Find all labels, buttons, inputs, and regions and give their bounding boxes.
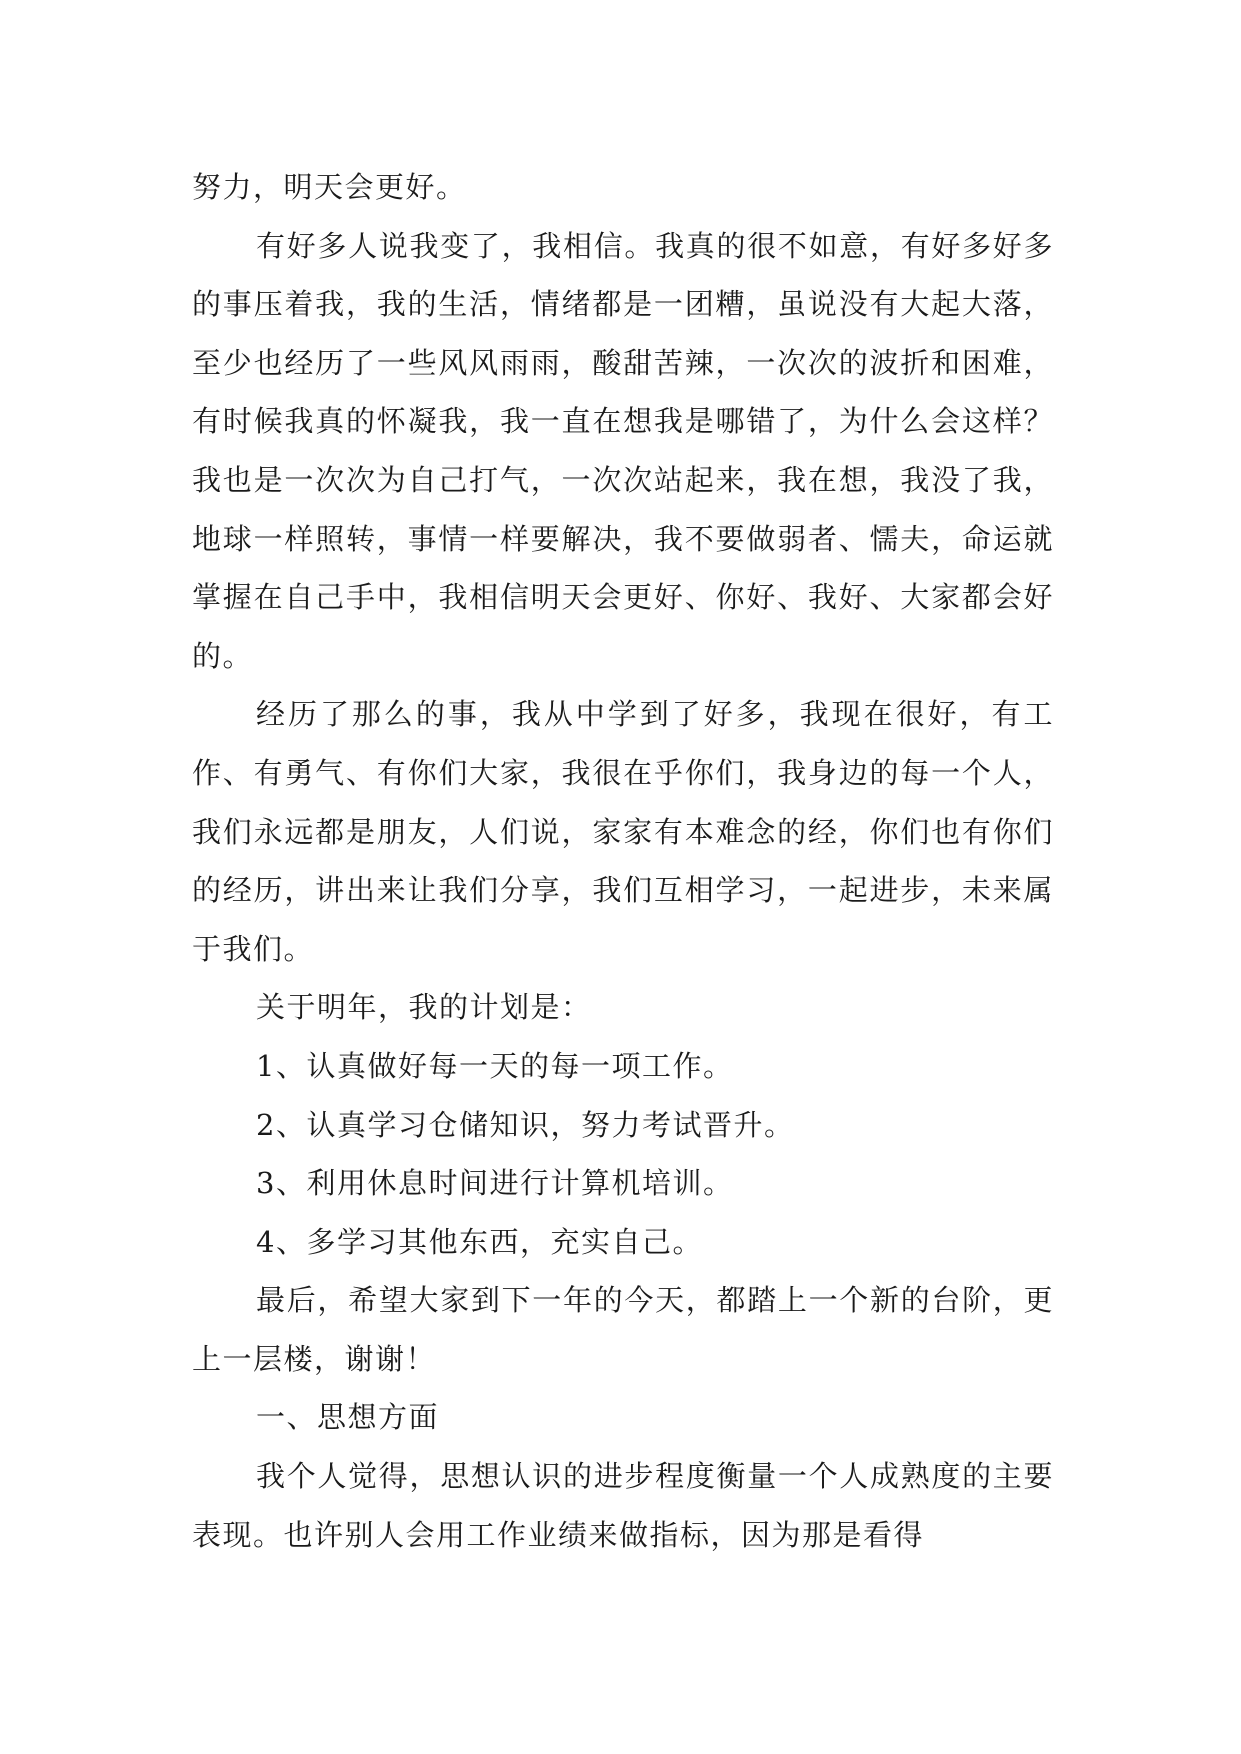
paragraph-4: 关于明年，我的计划是：	[256, 990, 592, 1025]
plan-item-3: 3、利用休息时间进行计算机培训。	[256, 1166, 734, 1201]
paragraph-3: 经历了那么的事，我从中学到了好多，我现在很好，有工作、有勇气、有你们大家，我很在乎你们，我身边的每一个人，我们永远都是朋友，人们说，家家有本难念的经，你们也有你们的经历，讲出来让我们分享，我们互相学习，一起进步，未来属于我们。	[192, 697, 1054, 966]
paragraph-2: 有好多人说我变了，我相信。我真的很不如意，有好多好多的事压着我，我的生活，情绪都是一团糟，虽说没有大起大落，至少也经历了一些风风雨雨，酸甜苦辣，一次次的波折和困难，有时候我真的怀凝我，我一直在想我是哪错了，为什么会这样？我也是一次次为自己打气，一次次站起来，我在想，我没了我，地球一样照转，事情一样要解决，我不要做弱者、懦夫，命运就掌握在自己手中，我相信明天会更好、你好、我好、大家都会好的。	[192, 228, 1054, 673]
paragraph-1: 努力，明天会更好。	[192, 170, 467, 204]
document-body	[192, 158, 1054, 1564]
plan-item-1: 1、认真做好每一天的每一项工作。	[256, 1048, 734, 1083]
paragraph-closing: 最后，希望大家到下一年的今天，都踏上一个新的台阶，更上一层楼，谢谢！	[192, 1283, 1054, 1376]
plan-item-4: 4、多学习其他东西，充实自己。	[256, 1224, 703, 1259]
section-heading: 一、思想方面	[256, 1400, 440, 1435]
plan-item-2: 2、认真学习仓储知识，努力考试晋升。	[256, 1107, 795, 1142]
paragraph-last: 我个人觉得，思想认识的进步程度衡量一个人成熟度的主要表现。也许别人会用工作业绩来做指标，因为那是看得	[192, 1459, 1054, 1552]
